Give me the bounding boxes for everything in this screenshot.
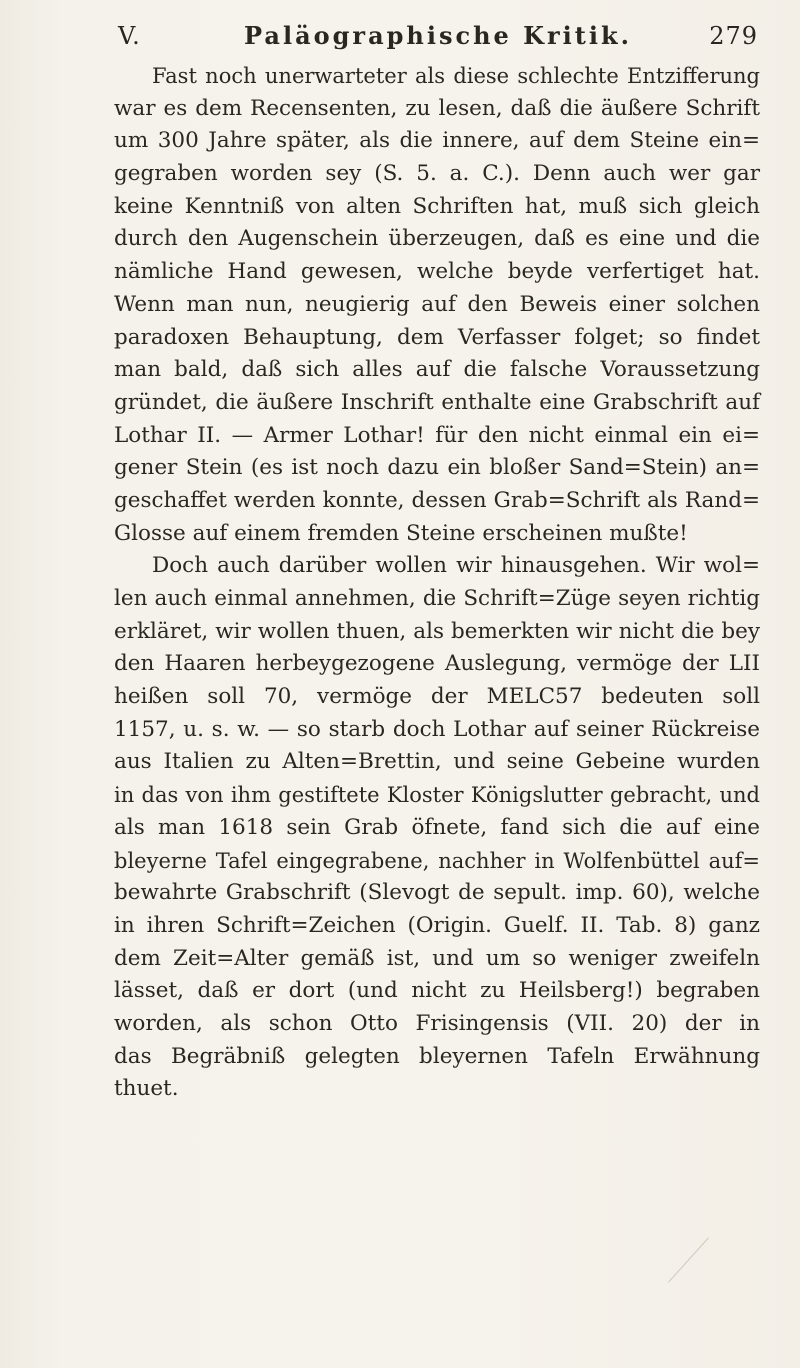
text-line: heißen soll 70, vermöge der MELC57 bedeuten soll <box>114 684 760 710</box>
text-line: erkläret, wir wollen thuen, als bemerkten wir nicht die bey <box>114 618 760 644</box>
text-line: Glosse auf einem fremden Steine erscheinen mußte! <box>114 520 688 546</box>
text-line: um 300 Jahre später, als die innere, auf dem Steine ein= <box>114 128 760 154</box>
text-line: bewahrte Grabschrift (Slevogt de sepult. imp. 60), welche <box>114 880 760 906</box>
text-line: 1157, u. s. w. — so starb doch Lothar auf seiner Rückreise <box>114 716 760 742</box>
page-title: Paläographische Kritik. <box>244 21 632 50</box>
text-line: Lothar II. — Armer Lothar! für den nicht einmal ein ei= <box>114 422 760 448</box>
text-line: Wenn man nun, neugierig auf den Beweis einer solchen <box>114 291 760 317</box>
text-line: worden, als schon Otto Frisingensis (VII. 20) der in <box>114 1010 760 1036</box>
body-text <box>114 60 760 1106</box>
text-line: lässet, daß er dort (und nicht zu Heilsberg!) begraben <box>114 978 760 1004</box>
text-line: keine Kenntniß von alten Schriften hat, muß sich gleich <box>114 193 760 219</box>
text-line: thuet. <box>114 1076 179 1102</box>
text-line: durch den Augenschein überzeugen, daß es eine und die <box>114 226 760 252</box>
text-line: als man 1618 sein Grab öfnete, fand sich die auf eine <box>114 814 760 840</box>
section-number: V. <box>118 22 141 50</box>
text-line: bleyerne Tafel eingegrabene, nachher in Wolfenbüttel auf= <box>114 848 760 873</box>
text-line: man bald, daß sich alles auf die falsche Voraussetzung <box>114 357 760 383</box>
text-line: gegraben worden sey (S. 5. a. C.). Denn auch wer gar <box>114 161 760 187</box>
text-line: den Haaren herbeygezogene Auslegung, vermöge der LII <box>114 651 760 677</box>
text-line: Doch auch darüber wollen wir hinausgehen. Wir wol= <box>152 553 760 579</box>
text-line: geschaffet werden konnte, dessen Grab=Schrift als Rand= <box>114 487 760 513</box>
text-line: paradoxen Behauptung, dem Verfasser folget; so findet <box>114 324 760 350</box>
text-line: in ihren Schrift=Zeichen (Origin. Guelf. II. Tab. 8) ganz <box>114 912 760 938</box>
text-line: dem Zeit=Alter gemäß ist, und um so weniger zweifeln <box>114 945 760 971</box>
text-line: len auch einmal annehmen, die Schrift=Züge seyen richtig <box>114 586 760 611</box>
text-line: nämliche Hand gewesen, welche beyde verfertiget hat. <box>114 259 760 285</box>
text-line: war es dem Recensenten, zu lesen, daß die äußere Schrift <box>114 95 760 121</box>
text-line: Fast noch unerwarteter als diese schlechte Entzifferung <box>152 64 760 88</box>
text-line: gener Stein (es ist noch dazu ein bloßer Sand=Stein) an= <box>114 455 760 481</box>
pencil-mark <box>668 1237 710 1284</box>
text-line: das Begräbniß gelegten bleyernen Tafeln Erwähnung <box>114 1043 760 1069</box>
text-line: gründet, die äußere Inschrift enthalte eine Grabschrift auf <box>114 389 760 415</box>
text-line: in das von ihm gestiftete Kloster Königslutter gebracht, und <box>114 783 760 808</box>
text-line: aus Italien zu Alten=Brettin, und seine Gebeine wurden <box>114 749 760 775</box>
page-number: 279 <box>709 22 758 50</box>
running-head <box>118 18 758 54</box>
